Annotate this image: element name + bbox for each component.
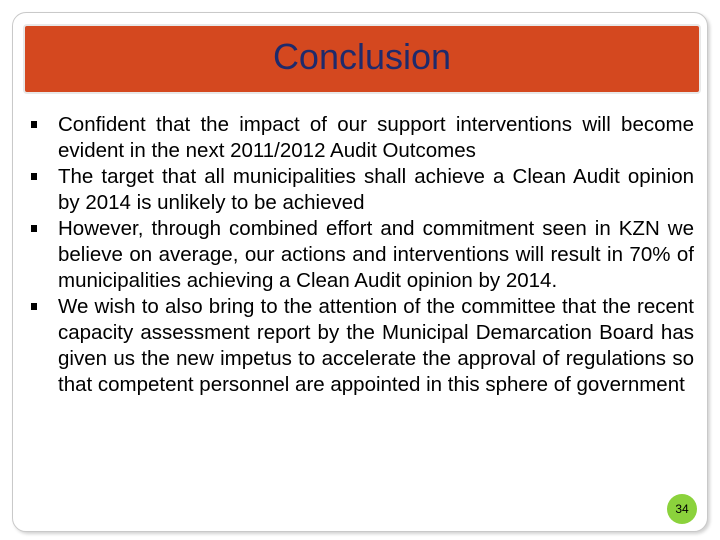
bullet-text: However, through combined effort and commitment seen in KZN we believe on average, our actions and interventions will result in 70% of municipalities achieving a Clean Audit opinion by 2014. — [58, 217, 694, 292]
page-number-badge — [667, 494, 697, 524]
square-bullet-icon — [31, 121, 37, 128]
square-bullet-icon — [31, 173, 37, 180]
bullet-item — [24, 164, 694, 216]
bullet-text: The target that all municipalities shall achieve a Clean Audit opinion by 2014 is unlikely to be achieved — [58, 165, 694, 214]
square-bullet-icon — [31, 303, 37, 310]
bullet-item — [24, 294, 694, 398]
bullet-item — [24, 216, 694, 294]
square-bullet-icon — [31, 225, 37, 232]
title-bar — [23, 24, 701, 94]
bullet-list — [24, 112, 694, 398]
bullet-item — [24, 112, 694, 164]
slide-title: Conclusion — [272, 36, 452, 77]
page-number: 34 — [675, 502, 689, 516]
bullet-text: Confident that the impact of our support interventions will become evident in the next 2011/2012 Audit Outcomes — [58, 113, 694, 162]
bullet-text: We wish to also bring to the attention of the committee that the recent capacity assessment report by the Municipal Demarcation Board has given us the new impetus to accelerate the approval of regulations so that competent personnel are appointed in this sphere of government — [58, 295, 694, 396]
